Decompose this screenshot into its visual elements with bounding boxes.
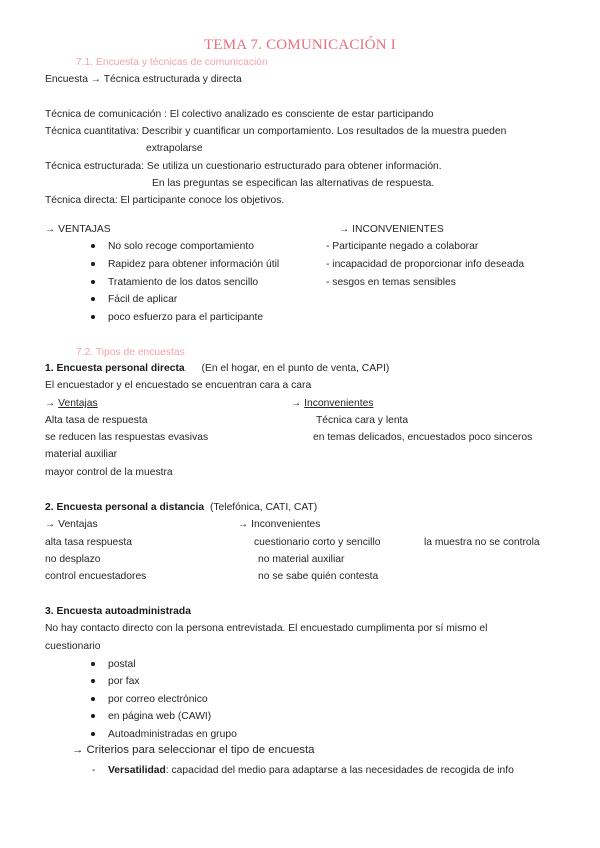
inconvenientes-label: → INCONVENIENTES xyxy=(339,224,444,235)
encuesta-2-ventaja: alta tasa respuesta xyxy=(45,537,133,548)
versatilidad-label: Versatilidad xyxy=(108,765,166,776)
encuesta-1-inconveniente: en temas delicados, encuestados poco sinceros xyxy=(313,432,533,443)
inconveniente-item: - Participante negado a colaborar xyxy=(326,241,479,252)
autoadmin-item: en página web (CAWI) xyxy=(108,711,212,722)
encuesta-2-extra: la muestra no se controla xyxy=(424,537,540,548)
def-comunicacion: Técnica de comunicación : El colectivo analizado es consciente de estar participando xyxy=(45,109,434,120)
bullet-icon xyxy=(91,315,95,319)
encuesta-3-desc: No hay contacto directo con la persona entrevistada. El encuestado cumplimenta por sí mismo el xyxy=(45,623,488,634)
ventajas-label: → VENTAJAS xyxy=(45,224,111,235)
def-directa: Técnica directa: El participante conoce los objetivos. xyxy=(45,195,285,206)
section-heading-7-2: 7.2. Tipos de encuestas xyxy=(76,347,185,358)
encuesta-2-header xyxy=(45,501,317,514)
bullet-icon xyxy=(91,244,95,248)
encuesta-2-ventajas-label: → Ventajas xyxy=(45,519,98,530)
ventajas-underlined: Ventajas xyxy=(58,398,98,409)
bullet-icon xyxy=(91,697,95,701)
def-cuantitativa: Técnica cuantitativa: Describir y cuantificar un comportamiento. Los resultados de la muestra pueden xyxy=(45,126,507,137)
def-estructurada: Técnica estructurada: Se utiliza un cuestionario estructurado para obtener información. xyxy=(45,161,442,172)
encuesta-1-header xyxy=(45,362,389,375)
inconveniente-item: - sesgos en temas sensibles xyxy=(326,277,456,288)
ventaja-item: Tratamiento de los datos sencillo xyxy=(108,277,259,288)
ventaja-item: Fácil de aplicar xyxy=(108,294,178,305)
ventaja-item: No solo recoge comportamiento xyxy=(108,241,254,252)
encuesta-2-title: 2. Encuesta personal a distancia xyxy=(45,502,205,513)
criterios-heading: → Criterios para seleccionar el tipo de encuesta xyxy=(72,744,315,756)
dash-icon: - xyxy=(92,765,96,776)
encuesta-1-inconvenientes-label xyxy=(291,397,373,410)
versatilidad-text: : capacidad del medio para adaptarse a las necesidades de recogida de info xyxy=(165,765,514,776)
bullet-icon xyxy=(91,280,95,284)
encuesta-1-ventajas-label xyxy=(45,397,98,410)
bullet-icon xyxy=(91,679,95,683)
encuesta-1-ventaja: Alta tasa de respuesta xyxy=(45,415,148,426)
encuesta-1-ventaja: mayor control de la muestra xyxy=(45,467,173,478)
criterio-versatilidad xyxy=(108,764,514,777)
encuesta-3-title: 3. Encuesta autoadministrada xyxy=(45,606,191,617)
bullet-icon xyxy=(91,732,95,736)
arrow-icon: → xyxy=(45,398,56,409)
bullet-icon xyxy=(91,262,95,266)
encuesta-1-title: 1. Encuesta personal directa xyxy=(45,363,185,374)
encuesta-2-inconveniente: cuestionario corto y sencillo xyxy=(254,537,381,548)
encuesta-1-ventaja: se reducen las respuestas evasivas xyxy=(45,432,209,443)
section-heading-7-1: 7.1. Encuesta y técnicas de comunicación xyxy=(76,57,268,68)
inconveniente-item: - incapacidad de proporcionar info deseada xyxy=(326,259,525,270)
encuesta-2-inconvenientes-label: → Inconvenientes xyxy=(238,519,321,530)
arrow-icon: → xyxy=(291,398,302,409)
encuesta-2-ventaja: no desplazo xyxy=(45,554,101,565)
encuesta-2-inconveniente: no se sabe quién contesta xyxy=(258,571,379,582)
encuesta-intro: Encuesta → Técnica estructurada y directa xyxy=(45,74,242,85)
encuesta-2-inconveniente: no material auxiliar xyxy=(258,554,345,565)
encuesta-1-desc: El encuestador y el encuestado se encuentran cara a cara xyxy=(45,380,312,391)
encuesta-1-ventaja: material auxiliar xyxy=(45,449,118,460)
bullet-icon xyxy=(91,714,95,718)
ventaja-item: Rapidez para obtener información útil xyxy=(108,259,280,270)
encuesta-2-note: (Telefónica, CATI, CAT) xyxy=(209,502,318,513)
page-title: TEMA 7. COMUNICACIÓN I xyxy=(204,37,396,53)
encuesta-3-desc-cont: cuestionario xyxy=(45,641,101,652)
encuesta-1-note: (En el hogar, en el punto de venta, CAPI) xyxy=(201,363,390,374)
autoadmin-item: postal xyxy=(108,659,136,670)
autoadmin-item: por correo electrónico xyxy=(108,694,208,705)
encuesta-1-inconveniente: Técnica cara y lenta xyxy=(316,415,409,426)
inconvenientes-underlined: Inconvenientes xyxy=(304,398,374,409)
bullet-icon xyxy=(91,297,95,301)
encuesta-2-ventaja: control encuestadores xyxy=(45,571,147,582)
def-cuantitativa-cont: extrapolarse xyxy=(146,143,203,154)
autoadmin-item: Autoadministradas en grupo xyxy=(108,729,237,740)
bullet-icon xyxy=(91,662,95,666)
autoadmin-item: por fax xyxy=(108,676,140,687)
def-estructurada-cont: En las preguntas se especifican las alternativas de respuesta. xyxy=(152,178,435,189)
ventaja-item: poco esfuerzo para el participante xyxy=(108,312,264,323)
